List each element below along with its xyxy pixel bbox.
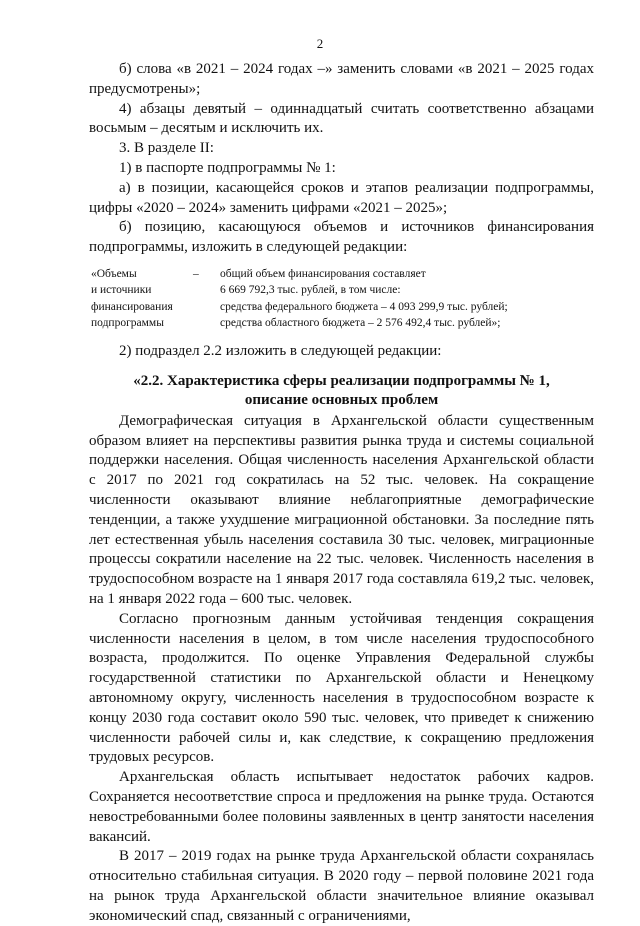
funding-table — [89, 266, 594, 332]
funding-table-label-column — [91, 266, 193, 332]
funding-value-line: 6 669 792,3 тыс. рублей, в том числе: — [220, 284, 401, 297]
paragraph-words-replacement: б) слова «в 2021 – 2024 годах –» заменить словами «в 2021 – 2025 годах предусмотрены»; — [89, 61, 594, 97]
paragraph-labor-shortage: Архангельская область испытывает недостаток рабочих кадров. Сохраняется несоответствие спроса и предложения на рынке труда. Остаются невостребованными более половины заявленных в центр занятости населения вакансий. — [89, 769, 594, 845]
paragraph-forecast: Согласно прогнозным данным устойчивая тенденция сокращения численности населения в целом, в том числе населения трудоспособного возраста, продолжится. По оценке Управления Федеральной службы государственной статистики по Архангельской области и Ненецкому автономному округу, численность населения в трудоспособном возрасте к концу 2030 года составит около 590 тыс. человек, что приведет к снижению численности рабочей силы и, как следствие, к сокращению предложения трудовых ресурсов. — [89, 610, 594, 766]
paragraph-section-ii: 3. В разделе II: — [119, 140, 214, 157]
funding-label-line: подпрограммы — [91, 317, 164, 330]
section-heading-line-1: «2.2. Характеристика сферы реализации подпрограммы № 1, — [133, 372, 550, 389]
funding-table-value-column — [220, 266, 594, 332]
paragraph-demography: Демографическая ситуация в Архангельской области существенным образом влияет на перспективы развития рынка труда и системы социальной поддержки населения. Общая численность населения Архангельской области с 2017 по 2021 год сократилась на 52 тыс. человек. На сокращение численности оказывают влияние неблагоприятные демографические тенденции, а также ухудшение миграционной обстановки. За последние пять лет естественная убыль населения составила 30 тыс. человек, миграционные процессы сократили население на 22 тыс. человек. Численность населения в трудоспособном возрасте на 1 января 2017 года составляла 619,2 тыс. человек, на 1 января 2022 года – 600 тыс. человек. — [89, 412, 594, 607]
funding-table-dash: – — [193, 267, 199, 280]
funding-value-line: средства областного бюджета – 2 576 492,4 тыс. рублей»; — [220, 317, 501, 330]
document-body — [89, 60, 594, 926]
funding-value-line: средства федерального бюджета – 4 093 299,9 тыс. рублей; — [220, 300, 508, 313]
paragraph-funding-position: б) позицию, касающуюся объемов и источников финансирования подпрограммы, изложить в следующей редакции: — [89, 219, 594, 256]
funding-value-line: общий объем финансирования составляет — [220, 267, 426, 280]
paragraph-subsection-2-2: 2) подраздел 2.2 изложить в следующей редакции: — [119, 342, 442, 359]
page-number: 2 — [316, 36, 324, 51]
funding-label-line: финансирования — [91, 300, 173, 313]
section-heading-line-2: описание основных проблем — [244, 391, 439, 408]
funding-label-line: «Объемы — [91, 267, 137, 280]
paragraph-passport: 1) в паспорте подпрограммы № 1: — [119, 159, 336, 176]
paragraph-terms-position: а) в позиции, касающейся сроков и этапов реализации подпрограммы, цифры «2020 – 2024» заменить цифрами «2021 – 2025»; — [89, 179, 594, 216]
paragraph-exclude-clauses: 4) абзацы девятый – одиннадцатый считать соответственно абзацами восьмым – десятым и исключить их. — [89, 100, 594, 137]
paragraph-labor-market-2017-2019: В 2017 – 2019 годах на рынке труда Архангельской области сохранялась относительно стабильная ситуация. В 2020 году – первой половине 2021 года на рынок труда Архангельской области значительное влияние оказывал экономический спад, связанный с ограничениями, — [89, 848, 594, 924]
section-heading — [89, 372, 594, 410]
funding-label-line: и источники — [91, 284, 152, 297]
